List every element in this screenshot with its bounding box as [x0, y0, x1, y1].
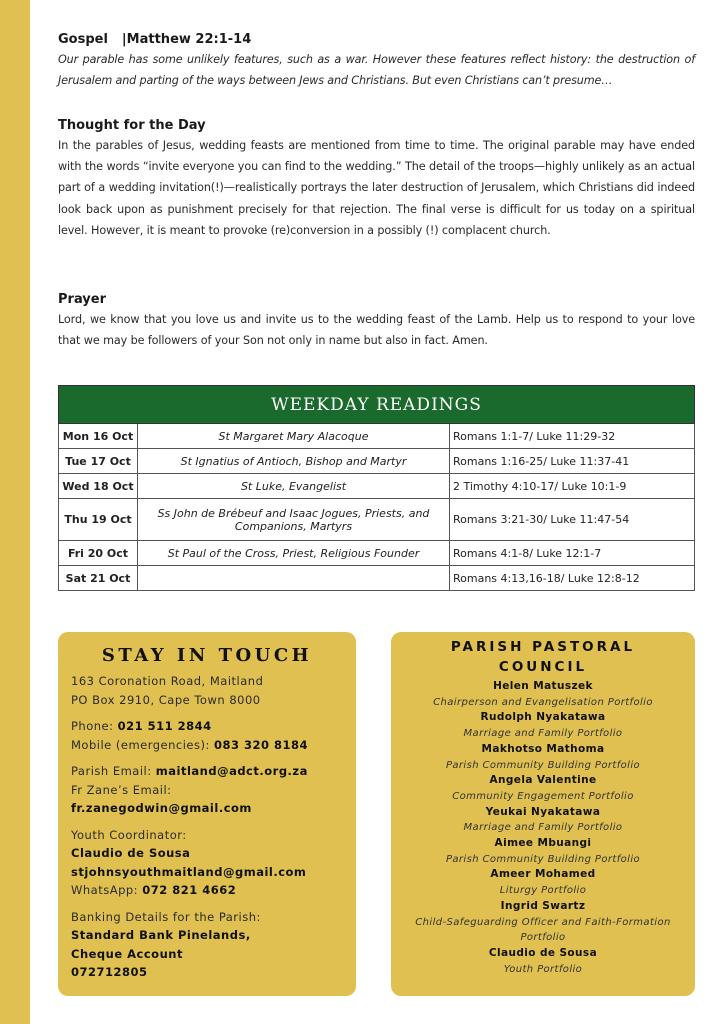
council-member [391, 946, 695, 977]
gospel-summary: Our parable has some unlikely features, such as a war. However these features reflect history: the destruction of Jerusalem and parting of the ways between Jews and Christians. But even Christians can’t presume… [58, 53, 695, 87]
phone-line [71, 717, 356, 736]
mobile-number[interactable]: 083 320 8184 [214, 737, 309, 752]
stay-in-touch-card [58, 632, 356, 996]
thought-heading: Thought for the Day [58, 118, 206, 133]
gospel-heading [58, 31, 695, 49]
whatsapp-label: WhatsApp: [71, 883, 143, 897]
banking-block [71, 908, 356, 982]
member-name: Helen Matuszek [493, 680, 593, 692]
address-line-2: PO Box 2910, Cape Town 8000 [71, 692, 261, 707]
member-name: Makhotso Mathoma [481, 742, 605, 755]
parish-email-line [71, 762, 356, 781]
whatsapp-number[interactable]: 072 821 4662 [142, 883, 237, 897]
readings-cell: Romans 1:16-25/ Luke 11:37-41 [450, 449, 695, 474]
table-row [59, 541, 695, 566]
council-member [391, 836, 695, 867]
account-number: 072712805 [71, 965, 148, 979]
member-name: Rudolph Nyakatawa [480, 711, 606, 724]
weekday-readings-title: WEEKDAY READINGS [59, 386, 695, 424]
council-member [391, 899, 695, 946]
table-row [59, 499, 695, 541]
member-name: Angela Valentine [489, 774, 597, 787]
member-name: Yeukai Nyakatawa [485, 805, 601, 818]
youth-email-link[interactable]: stjohnsyouthmaitland@gmail.com [71, 864, 307, 879]
table-row [59, 424, 695, 449]
readings-cell: 2 Timothy 4:10-17/ Luke 10:1-9 [450, 474, 695, 499]
day-cell: Sat 21 Oct [59, 566, 138, 591]
fr-email-link[interactable]: fr.zanegodwin@gmail.com [71, 801, 252, 815]
mobile-label: Mobile (emergencies): [71, 737, 215, 752]
decorative-side-strip [0, 0, 30, 1024]
readings-cell: Romans 4:1-8/ Luke 12:1-7 [450, 541, 695, 566]
day-cell: Wed 18 Oct [59, 474, 138, 499]
readings-cell: Romans 4:13,16-18/ Luke 12:8-12 [450, 566, 695, 591]
day-cell: Thu 19 Oct [59, 499, 138, 541]
saint-cell: St Paul of the Cross, Priest, Religious Founder [138, 541, 450, 566]
table-header-row [59, 386, 695, 424]
member-name: Claudio de Sousa [488, 946, 598, 959]
saint-cell: St Ignatius of Antioch, Bishop and Martyr [138, 449, 450, 474]
day-cell: Tue 17 Oct [59, 449, 138, 474]
council-member [391, 742, 695, 773]
prayer-heading: Prayer [58, 292, 107, 307]
saint-cell [138, 566, 450, 591]
parish-email-label: Parish Email: [71, 764, 156, 778]
phone-block [71, 717, 356, 754]
email-block [71, 762, 356, 818]
member-name: Ingrid Swartz [500, 899, 586, 912]
day-cell: Fri 20 Oct [59, 541, 138, 566]
youth-label: Youth Coordinator: [71, 827, 187, 842]
phone-label: Phone: [71, 719, 118, 733]
member-role: Parish Community Building Portfolio [445, 853, 641, 865]
member-name: Aimee Mbuangi [494, 837, 592, 850]
pastoral-council-title: PARISH PASTORAL COUNCIL [450, 639, 636, 675]
member-role: Youth Portfolio [503, 963, 583, 975]
readings-cell: Romans 3:21-30/ Luke 11:47-54 [450, 499, 695, 541]
table-row [59, 449, 695, 474]
fr-email-label: Fr Zane’s Email: [71, 782, 172, 797]
table-row [59, 474, 695, 499]
phone-number[interactable]: 021 511 2844 [117, 719, 212, 733]
table-row [59, 566, 695, 591]
youth-block [71, 826, 356, 900]
youth-coordinator-name: Claudio de Sousa [71, 846, 191, 860]
banking-label: Banking Details for the Parish: [71, 909, 261, 924]
gospel-label: Gospel [58, 32, 108, 47]
council-member [391, 805, 695, 836]
day-cell: Mon 16 Oct [59, 424, 138, 449]
council-member-list [391, 679, 695, 977]
member-role: Marriage and Family Portfolio [463, 728, 623, 740]
member-role: Parish Community Building Portfolio [445, 759, 641, 771]
saint-cell: St Luke, Evangelist [138, 474, 450, 499]
stay-in-touch-title: STAY IN TOUCH [101, 645, 313, 666]
member-role: Liturgy Portfolio [499, 885, 587, 897]
council-member [391, 867, 695, 898]
account-type: Cheque Account [71, 946, 183, 961]
saint-cell: St Margaret Mary Alacoque [138, 424, 450, 449]
mobile-line [71, 736, 356, 755]
prayer-section [58, 291, 695, 351]
weekday-readings-table [58, 385, 695, 591]
council-member [391, 710, 695, 741]
council-member [391, 773, 695, 804]
parish-email-link[interactable]: maitland@adct.org.za [155, 764, 308, 778]
readings-cell: Romans 1:1-7/ Luke 11:29-32 [450, 424, 695, 449]
member-role: Marriage and Family Portfolio [463, 822, 623, 834]
pastoral-council-card [391, 632, 695, 996]
council-member [391, 679, 695, 710]
saint-cell: Ss John de Brébeuf and Isaac Jogues, Priests, and Companions, Martyrs [138, 499, 450, 541]
thought-text: In the parables of Jesus, wedding feasts are mentioned from time to time. The original parable may have ended with the words “invite everyone you can find to the wedding.” The detail of the troops—highly unlikely as an actual part of a wedding invitation(!)—realistically portrays the later destruction of Jerusalem, which Christians did indeed look back upon as punishment precisely for that rejection. The final verse is difficult for us today on a spiritual level. However, it is meant to provoke (re)conversion in a possibly (!) complacent church. [58, 139, 695, 237]
thought-for-the-day [58, 117, 695, 241]
reflection-section [58, 31, 695, 348]
whatsapp-line [71, 881, 356, 900]
member-name: Ameer Mohamed [490, 868, 596, 881]
prayer-text: Lord, we know that you love us and invite us to the wedding feast of the Lamb. Help us to respond to your love that we may be followers of your Son not only in name but also in fact. Amen. [58, 313, 695, 348]
member-role: Community Engagement Portfolio [452, 790, 634, 802]
member-role: Child-Safeguarding Officer and Faith-Formation Portfolio [415, 916, 671, 944]
bank-name: Standard Bank Pinelands, [71, 928, 251, 942]
address-line-1: 163 Coronation Road, Maitland [71, 674, 264, 688]
member-role: Chairperson and Evangelisation Portfolio [433, 696, 653, 708]
gospel-reference: |Matthew 22:1-14 [121, 32, 252, 47]
address-block [71, 672, 356, 709]
